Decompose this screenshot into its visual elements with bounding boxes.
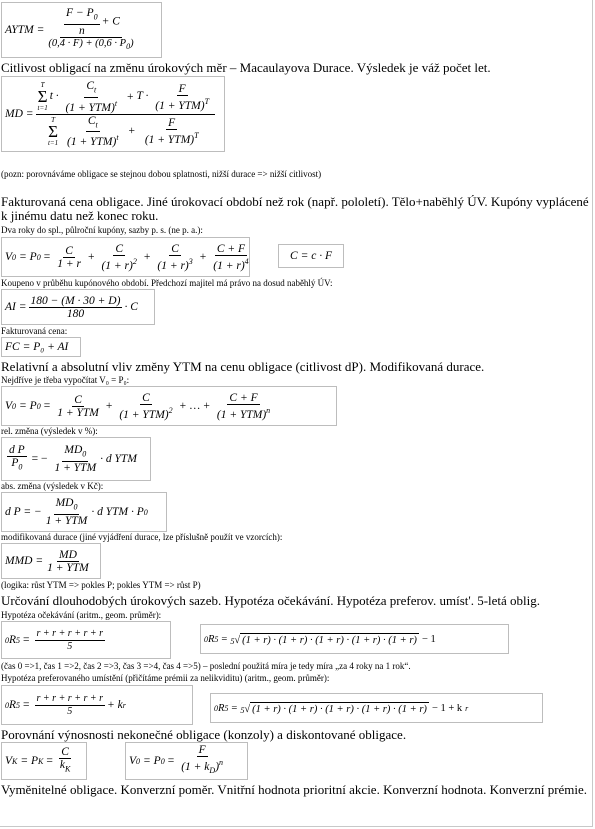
md-formula: MD = T Σ t=1 t · $\frac{C_t}{(1 + YTM)^t}$ + T · $\frac{F}{(1 + YTM)^T}$ T Σ t=1 $\frac{C_t}{(1 + YTM)^t}$ + $\frac{F}{(1 + YTM)^T}$ [1, 76, 225, 152]
invoiced-price-label: Fakturovaná cena: [1, 326, 68, 336]
rel-change-label: rel. změna (výsledek v %): [1, 426, 98, 436]
expect-geom-formula: 0 R 5 = 5 √ (1 + r) · (1 + r) · (1 + r) · (1 + r) · (1 + r) − 1 [200, 624, 509, 654]
v0-rate-formula: V 0 = P 0 = $\frac{C}{1 + r}$ + $\frac{C}{(1 + r)^2}$ + $\frac{C}{(1 + r)^3}$ + $\frac{C + F}{(1 + r)^4}$ [1, 237, 250, 277]
expect-arith-formula: 0 R 5 = $\frac{r + r + r + r + r}{5}$ [1, 621, 171, 659]
expect-hyp-label: Hypotéza očekávání (aritm., geom. průměr): [1, 610, 162, 620]
aytm-lhs: AYTM = [5, 24, 45, 36]
longterm-heading: Určování dlouhodobých úrokových sazeb. Hypotéza očekávání. Hypotéza preferov. umíst'. 5-letá oblig. [1, 593, 541, 608]
modified-duration-label: modifikovaná durace (jiné vyjádření durace, lze příslušně použít ve vzorcích): [1, 532, 283, 542]
perpetual-formula: V K = P K = $\frac{C}{k_K}$ [1, 742, 87, 780]
rel-change-formula: $\frac{\text{d P}}{P_0}$ = − $\frac{MD_0}{\text{1 + YTM}}$ · d YTM [1, 437, 151, 481]
time-note: (čas 0 =>1, čas 1 =>2, čas 2 =>3, čas 3 =>4, čas 4 =>5) – poslední použitá míra je tedy míra „za 4 roky na 1 rok“. [1, 661, 411, 671]
logic-note: (logika: růst YTM => pokles P; pokles YTM => růst P) [1, 580, 201, 590]
macaulay-heading: Citlivost obligací na změnu úrokových měr – Macaulayova Durace. Výsledek je váž počet let. [1, 60, 491, 75]
aytm-formula [1, 2, 162, 58]
v0-ytm-formula: V 0 = P 0 = $\frac{C}{\text{1 + YTM}}$ + $\frac{C}{(1 + YTM)^2}$ + … + $\frac{C + F}{(1 + YTM)^n}$ [1, 386, 337, 426]
ai-formula: AI = $\frac{180 - (M \cdot 30 + D)}{180}$ · C [1, 289, 155, 325]
duration-note: (pozn: porovnáváme obligace se stejnou dobou splatnosti, nižší durace => nižší citlivost) [1, 169, 322, 179]
discount-formula: V 0 = P 0 = $\frac{F}{(1 + k_D)^n}$ [125, 742, 248, 780]
aytm-fraction: $\frac{F - P_0}{n}$ + C $(0,4 \cdot F) + (0,6 \cdot P_0)$ [48, 7, 134, 51]
coupon-formula: C = c · F [278, 244, 344, 268]
convertible-heading: Vyměnitelné obligace. Konverzní poměr. Vnitřní hodnota prioritní akcie. Konverzní hodnota. Konverzní prémie. [1, 782, 588, 797]
mmd-formula: MMD = $\frac{MD}{\text{1 + YTM}}$ [1, 543, 101, 579]
abs-change-label: abs. změna (výsledek v Kč): [1, 481, 104, 491]
abs-change-formula: d P = − $\frac{MD_0}{\text{1 + YTM}}$ · d YTM · P 0 [1, 492, 167, 532]
pref-hyp-label: Hypotéza preferovaného umístění (přičítáme prémii za nelikviditu) (aritm., geom. průměr): [1, 673, 330, 683]
invoiced-heading: Fakturovaná cena obligace. Jiné úrokovací období než rok (např. pololetí). Tělo+naběhlý ÚV. Kupóny vyplácené k jinému datu než konec roku. [1, 194, 589, 223]
relative-heading: Relativní a absolutní vliv změny YTM na cenu obligace (citlivost dP). Modifikovaná durace. [1, 359, 485, 374]
pref-arith-formula: 0 R 5 = $\frac{r + r + r + r + r}{5}$ + k r [1, 685, 193, 725]
two-years-note: Dva roky do spl., půlroční kupóny, sazby p. s. (ne p. a.): [1, 225, 203, 235]
first-compute-note: Nejdříve je třeba vypočítat V₀ = P₀: [1, 375, 130, 385]
bought-note: Koupeno v průběhu kupónového období. Předchozí majitel má právo na dosud naběhlý ÚV: [1, 278, 333, 288]
fc-formula: FC = P₀ + AI [1, 337, 81, 357]
perpetual-heading: Porovnání výnosnosti nekonečné obligace (konzoly) a diskontované obligace. [1, 727, 407, 742]
pref-geom-formula: 0 R 5 = 5 √ (1 + r) · (1 + r) · (1 + r) · (1 + r) · (1 + r) − 1 + k r [210, 693, 543, 723]
